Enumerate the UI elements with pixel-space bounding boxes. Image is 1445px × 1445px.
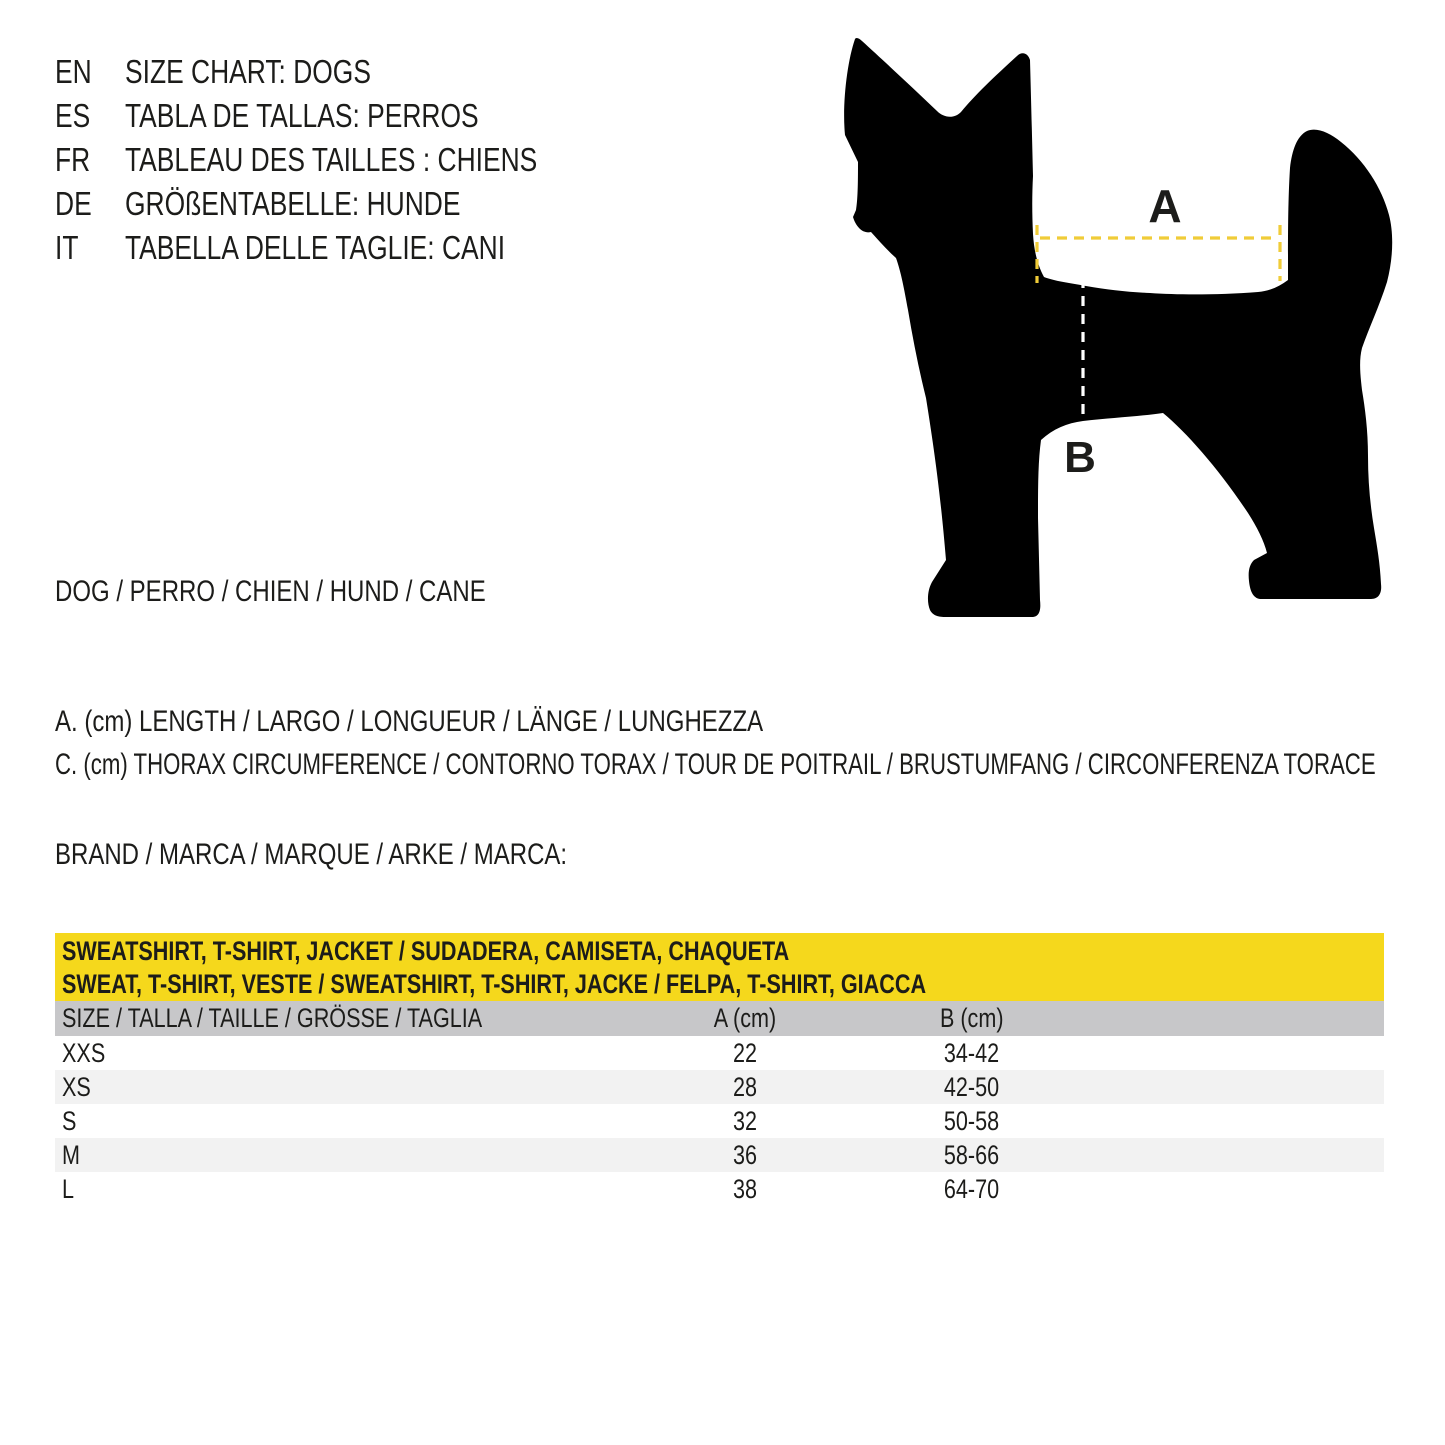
cell-b: 58-66 (944, 1140, 1000, 1170)
language-title: GRÖßENTABELLE: HUNDE (125, 185, 461, 222)
dog-caption: DOG / PERRO / CHIEN / HUND / CANE (55, 575, 486, 608)
cell-size: XXS (62, 1038, 106, 1068)
cell-size: L (62, 1174, 75, 1204)
cell-size: S (62, 1106, 77, 1136)
table-row (55, 1172, 1384, 1206)
table-row (55, 1104, 1384, 1138)
table-row (55, 1070, 1384, 1104)
table-banner (55, 933, 1384, 1001)
marker-b-label: B (1064, 433, 1096, 482)
cell-a: 36 (732, 1140, 758, 1170)
measurement-note-thorax: C. (cm) THORAX CIRCUMFERENCE / CONTORNO TORAX / TOUR DE POITRAIL / BRUSTUMFANG / CIRCONFERENZA TORACE (55, 748, 1376, 781)
column-header-size: SIZE / TALLA / TAILLE / GRÖSSE / TAGLIA (62, 1003, 483, 1033)
table-body (55, 1036, 1384, 1206)
table-row (55, 1138, 1384, 1172)
cell-size: M (62, 1140, 80, 1170)
cell-a: 32 (732, 1106, 758, 1136)
dog-measurement-diagram (820, 10, 1420, 640)
language-code: ES (55, 97, 91, 134)
language-title: SIZE CHART: DOGS (125, 53, 371, 90)
language-title: TABELLA DELLE TAGLIE: CANI (125, 229, 506, 266)
banner-line-2: SWEAT, T-SHIRT, VESTE / SWEATSHIRT, T-SHIRT, JACKE / FELPA, T-SHIRT, GIACCA (62, 969, 927, 999)
column-header-b: B (cm) (940, 1003, 1004, 1033)
cell-b: 34-42 (944, 1038, 1000, 1068)
banner-line-1: SWEATSHIRT, T-SHIRT, JACKET / SUDADERA, CAMISETA, CHAQUETA (62, 936, 790, 966)
language-title: TABLA DE TALLAS: PERROS (125, 97, 479, 134)
language-row (55, 50, 640, 94)
cell-b: 50-58 (944, 1106, 1000, 1136)
cell-b: 64-70 (944, 1174, 1000, 1204)
measurement-note-length: A. (cm) LENGTH / LARGO / LONGUEUR / LÄNGE / LUNGHEZZA (55, 705, 764, 738)
table-row (55, 1036, 1384, 1070)
language-code: IT (55, 229, 79, 266)
language-code: DE (55, 185, 92, 222)
language-code: FR (55, 141, 91, 178)
cell-a: 38 (732, 1174, 758, 1204)
language-row (55, 94, 640, 138)
marker-a-label: A (1148, 180, 1182, 232)
cell-a: 22 (732, 1038, 758, 1068)
cell-a: 28 (732, 1072, 758, 1102)
table-header-row (55, 1001, 1384, 1036)
language-row (55, 138, 640, 182)
cell-b: 42-50 (944, 1072, 1000, 1102)
language-row (55, 226, 640, 270)
brand-line: BRAND / MARCA / MARQUE / ARKE / MARCA: (55, 838, 568, 871)
column-header-a: A (cm) (713, 1003, 777, 1033)
language-row (55, 182, 640, 226)
cell-size: XS (62, 1072, 91, 1102)
size-table (55, 933, 1384, 1206)
dog-silhouette-icon (844, 38, 1392, 617)
language-code: EN (55, 53, 92, 90)
language-list (55, 50, 640, 270)
language-title: TABLEAU DES TAILLES : CHIENS (125, 141, 538, 178)
